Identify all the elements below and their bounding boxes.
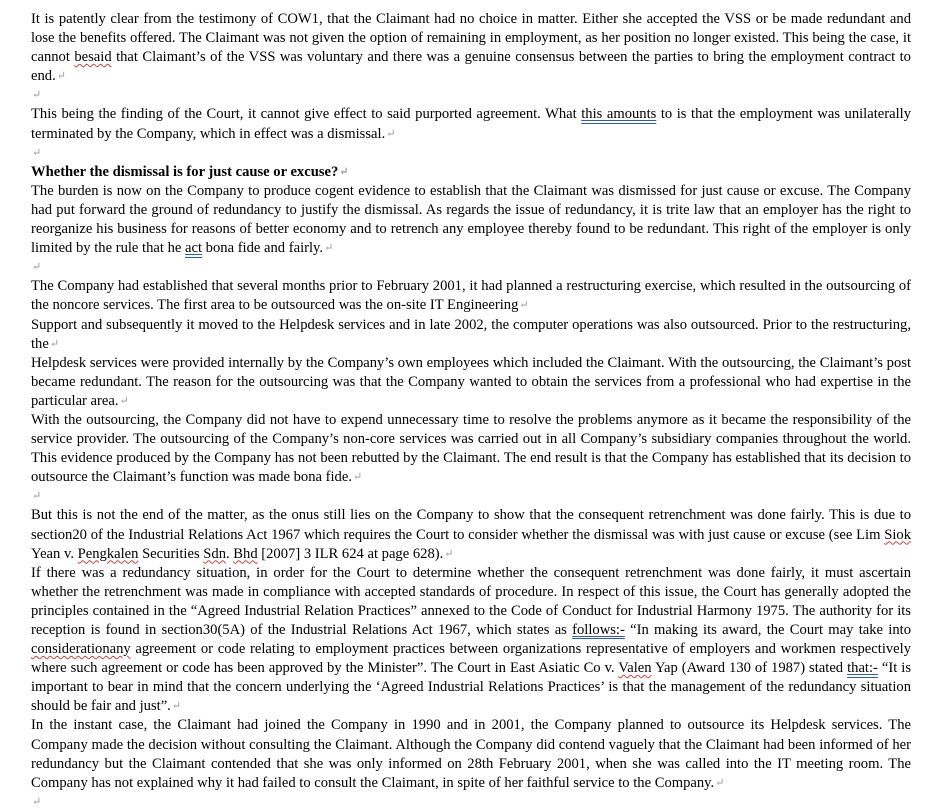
paragraph-redundancy-procedure (31, 564, 911, 717)
heading-text: Whether the dismissal is for just cause or excuse? (31, 163, 339, 180)
paragraph-mark: ↵ (715, 776, 725, 789)
text-run: With the outsourcing, the Company did not have to expend unnecessary time to resolve the problems anymore as it became the responsibility of the service provider. The outsourcing of the Company’s non-core services was carried out in all Company’s subsidiary companies throughout the world. This evidence produced by the Company has not been rebutted by the Claimant. The end result is that the Company has established that its decision to outsource the Claimant’s function was made bona fide. (31, 411, 911, 486)
paragraph-mark: ↵ (56, 70, 66, 83)
paragraph-mark: ↵ (32, 261, 42, 274)
empty-paragraph (31, 86, 911, 105)
spelling-error-word[interactable]: besaid (74, 49, 112, 66)
paragraph-outsourcing-bona-fide (31, 411, 911, 487)
text-run: agreement or code relating to employment practices between organizations representative of employers and workmen respectively where such agreement or code has been approved by the Minister”. The Court in East Asiatic Co v. (31, 641, 911, 677)
text-run: Yap (Award 130 of 1987) stated (651, 660, 848, 677)
spelling-error-word[interactable]: Bhd (233, 545, 258, 562)
empty-paragraph (31, 487, 911, 506)
paragraph-mark: ↵ (49, 337, 60, 350)
text-run: Yean v. (31, 545, 78, 562)
grammar-flag-phrase[interactable]: this amounts (581, 106, 657, 123)
paragraph-mark: ↵ (324, 242, 334, 255)
text-run: Helpdesk services were provided internally by the Company’s own employees which included the Claimant. With the outsourcing, the Claimant’s post became redundant. The reason for the outsourcing was that the Company wanted to obtain the services from a professional who had expertise in the particular area. (31, 354, 911, 409)
text-run: . (226, 545, 234, 562)
paragraph-mark: ↵ (32, 795, 42, 808)
paragraph-court-finding (31, 105, 911, 143)
grammar-flag-word[interactable]: act (185, 240, 203, 257)
paragraph-voluntary-consensus (31, 10, 911, 86)
text-run: The burden is now on the Company to produce cogent evidence to establish that the Claimant was dismissed for just cause or excuse. The Company had put forward the ground of redundancy to justify the dismissal. As regards the issue of redundancy, it is trite law that an employer has the right to reorganize his business for reasons of better economy and to retrench any employee thereby found to be redundant. This right of the employer is only limited by the rule that he (31, 182, 911, 257)
paragraph-helpdesk-services (31, 354, 911, 411)
paragraph-mark: ↵ (32, 89, 42, 102)
paragraph-mark: ↵ (519, 299, 529, 312)
text-run: Securities (138, 545, 204, 562)
paragraph-restructuring (31, 277, 911, 315)
spelling-error-word[interactable]: Sdn (203, 545, 226, 562)
spelling-error-word[interactable]: Siok (884, 526, 911, 543)
paragraph-onus-fair-retrenchment (31, 506, 911, 563)
spelling-error-word[interactable]: considerationany (31, 641, 131, 658)
spelling-error-word[interactable]: Valen (618, 660, 652, 677)
text-run: that Claimant’s of the VSS was voluntary and there was a genuine consensus between the parties to bring the employment contract to end. (31, 49, 911, 85)
text-run: Support and subsequently it moved to the Helpdesk services and in late 2002, the computer operations was also outsourced. Prior to the restructuring, the (31, 316, 911, 352)
empty-paragraph (31, 144, 911, 163)
paragraph-burden-of-proof (31, 182, 911, 258)
paragraph-mark: ↵ (171, 700, 182, 713)
paragraph-mark: ↵ (32, 490, 42, 503)
text-run: bona fide and fairly. (202, 240, 324, 257)
text-run: to is that the employment was unilaterally terminated by the Company, which in effect was a dismissal. (31, 106, 911, 142)
spelling-error-word[interactable]: Pengkalen (77, 545, 139, 562)
text-run: In the instant case, the Claimant had joined the Company in 1990 and in 2001, the Company planned to outsource its Helpdesk services. The Company made the decision without consulting the Claimant. Although the Company did contend vaguely that the Claimant had been informed of her redundancy but the Claimant contended that she was only informed on 28th February 2001, when she was called into the IT meeting room. The Company has not explained why it had failed to consult the Claimant, in spite of her faithful service to the Company. (31, 717, 911, 791)
text-run: [2007] 3 ILR 624 at page 628). (257, 545, 444, 562)
paragraph-helpdesk-support (31, 316, 911, 354)
text-run: This being the finding of the Court, it cannot give effect to said purported agreement. What (31, 106, 582, 123)
text-run: “It is important to bear in mind that the concern underlying the ‘Agreed Industrial Relations Practices’ is that the management of the redundancy situation should be fair and just”. (31, 660, 911, 715)
text-run: The Company had established that several months prior to February 2001, it had planned a restructuring exercise, which resulted in the outsourcing of the noncore services. The first area to be outsourced was the on-site IT Engineering (31, 278, 911, 314)
text-run: “In making its award, the Court may take into (624, 622, 911, 638)
paragraph-mark: ↵ (386, 127, 396, 140)
paragraph-mark: ↵ (352, 471, 363, 484)
text-run: If there was a redundancy situation, in order for the Court to determine whether the consequent retrenchment was done fairly, it must ascertain whether the retrenchment was made in compliance with accepted standards of procedure. In respect of this issue, the Court has generally adopted the principles contained in the “Agreed Industrial Relation Practices” annexed to the Code of Conduct for Industrial Harmony 1975. The authority for its reception is found in section30(5A) of the Industrial Relations Act 1967, which states as (31, 564, 911, 638)
text-run: It is patently clear from the testimony of COW1, that the Claimant had no choice in matter. Either she accepted the VSS or be made redundant and lose the benefits offered. The Claimant was not given the option of remaining in employment, as her position no longer existed. This being the case, it cannot (31, 11, 911, 66)
paragraph-mark: ↵ (32, 146, 42, 159)
grammar-flag-word[interactable]: follows:- (572, 622, 625, 638)
paragraph-mark: ↵ (119, 394, 129, 407)
paragraph-instant-case (31, 716, 911, 792)
text-run: But this is not the end of the matter, as the onus still lies on the Company to show that the consequent retrenchment was done fairly. This is due to section20 of the Industrial Relations Act 1967 which requires the Court to consider whether the dismissal was with just cause or excuse (see Lim (31, 507, 911, 543)
grammar-flag-word[interactable]: that:- (847, 660, 878, 677)
paragraph-mark: ↵ (339, 165, 349, 178)
section-heading (31, 163, 911, 182)
empty-paragraph (31, 793, 911, 812)
paragraph-mark: ↵ (444, 547, 454, 560)
empty-paragraph (31, 258, 911, 277)
